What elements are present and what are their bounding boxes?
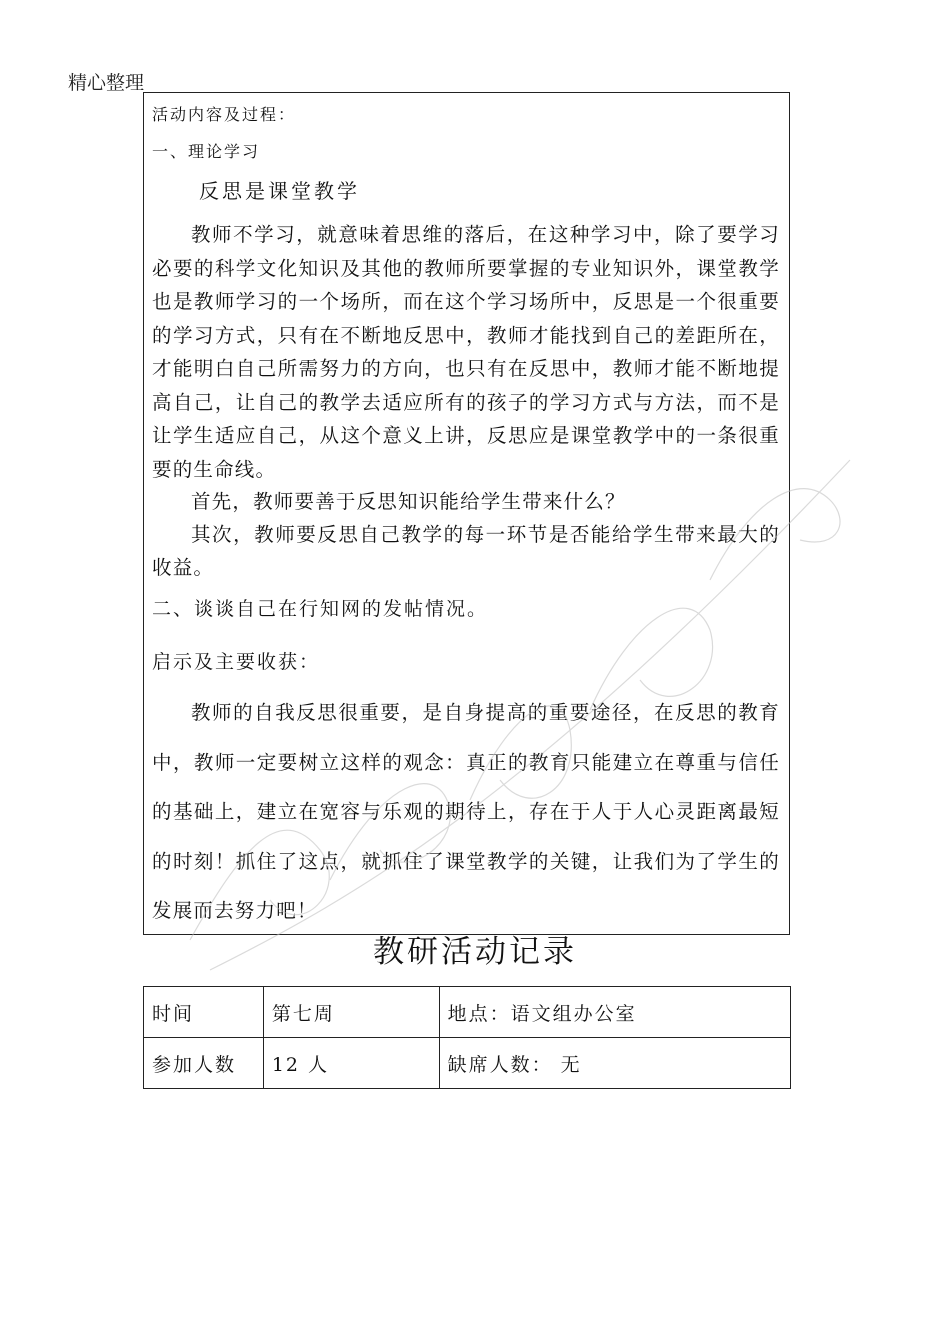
paragraph-1: 教师不学习，就意味着思维的落后，在这种学习中，除了要学习必要的科学文化知识及其他的教师所要掌握的专业知识外，课堂教学也是教师学习的一个场所，而在这个学习场所中，反思是一个很重要的学习方式，只有在不断地反思中，教师才能找到自己的差距所在，才能明白自己所需努力的方向，也只有在反思中，教师才能不断地提高自己，让自己的教学去适应所有的孩子的学习方式与方法，而不是让学生适应自己，从这个意义上讲，反思应是课堂教学中的一条很重要的生命线。 <box>152 223 780 481</box>
table-row <box>144 987 791 1038</box>
attendees-label: 参加人数 <box>144 1038 264 1089</box>
time-value: 第七周 <box>263 987 439 1038</box>
location-cell: 地点：语文组办公室 <box>439 987 790 1038</box>
table-row <box>144 1038 791 1089</box>
time-label: 时间 <box>144 987 264 1038</box>
header-mark: 精心整理 <box>68 72 145 94</box>
part2-heading: 二、谈谈自己在行知网的发帖情况。 <box>152 598 489 620</box>
insights-label: 启示及主要收获： <box>152 651 321 673</box>
info-table <box>143 986 791 1089</box>
attendees-value: 12 人 <box>263 1038 439 1089</box>
article-title: 反思是课堂教学 <box>199 179 360 203</box>
insights-paragraph: 教师的自我反思很重要，是自身提高的重要途径，在反思的教育中，教师一定要树立这样的观念：真正的教育只能建立在尊重与信任的基础上，建立在宽容与乐观的期待上，存在于人于人心灵距离最短的时刻！抓住了这点，就抓住了课堂教学的关键，让我们为了学生的发展而去努力吧！ <box>152 701 780 922</box>
paragraph-3: 其次，教师要反思自己教学的每一环节是否能给学生带来最大的收益。 <box>152 523 780 579</box>
document-title: 教研活动记录 <box>373 934 577 970</box>
paragraph-2: 首先，教师要善于反思知识能给学生带来什么？ <box>191 490 626 513</box>
absent-cell: 缺席人数： 无 <box>439 1038 790 1089</box>
section-label: 活动内容及过程： <box>152 105 297 124</box>
part1-heading: 一、理论学习 <box>152 142 261 161</box>
